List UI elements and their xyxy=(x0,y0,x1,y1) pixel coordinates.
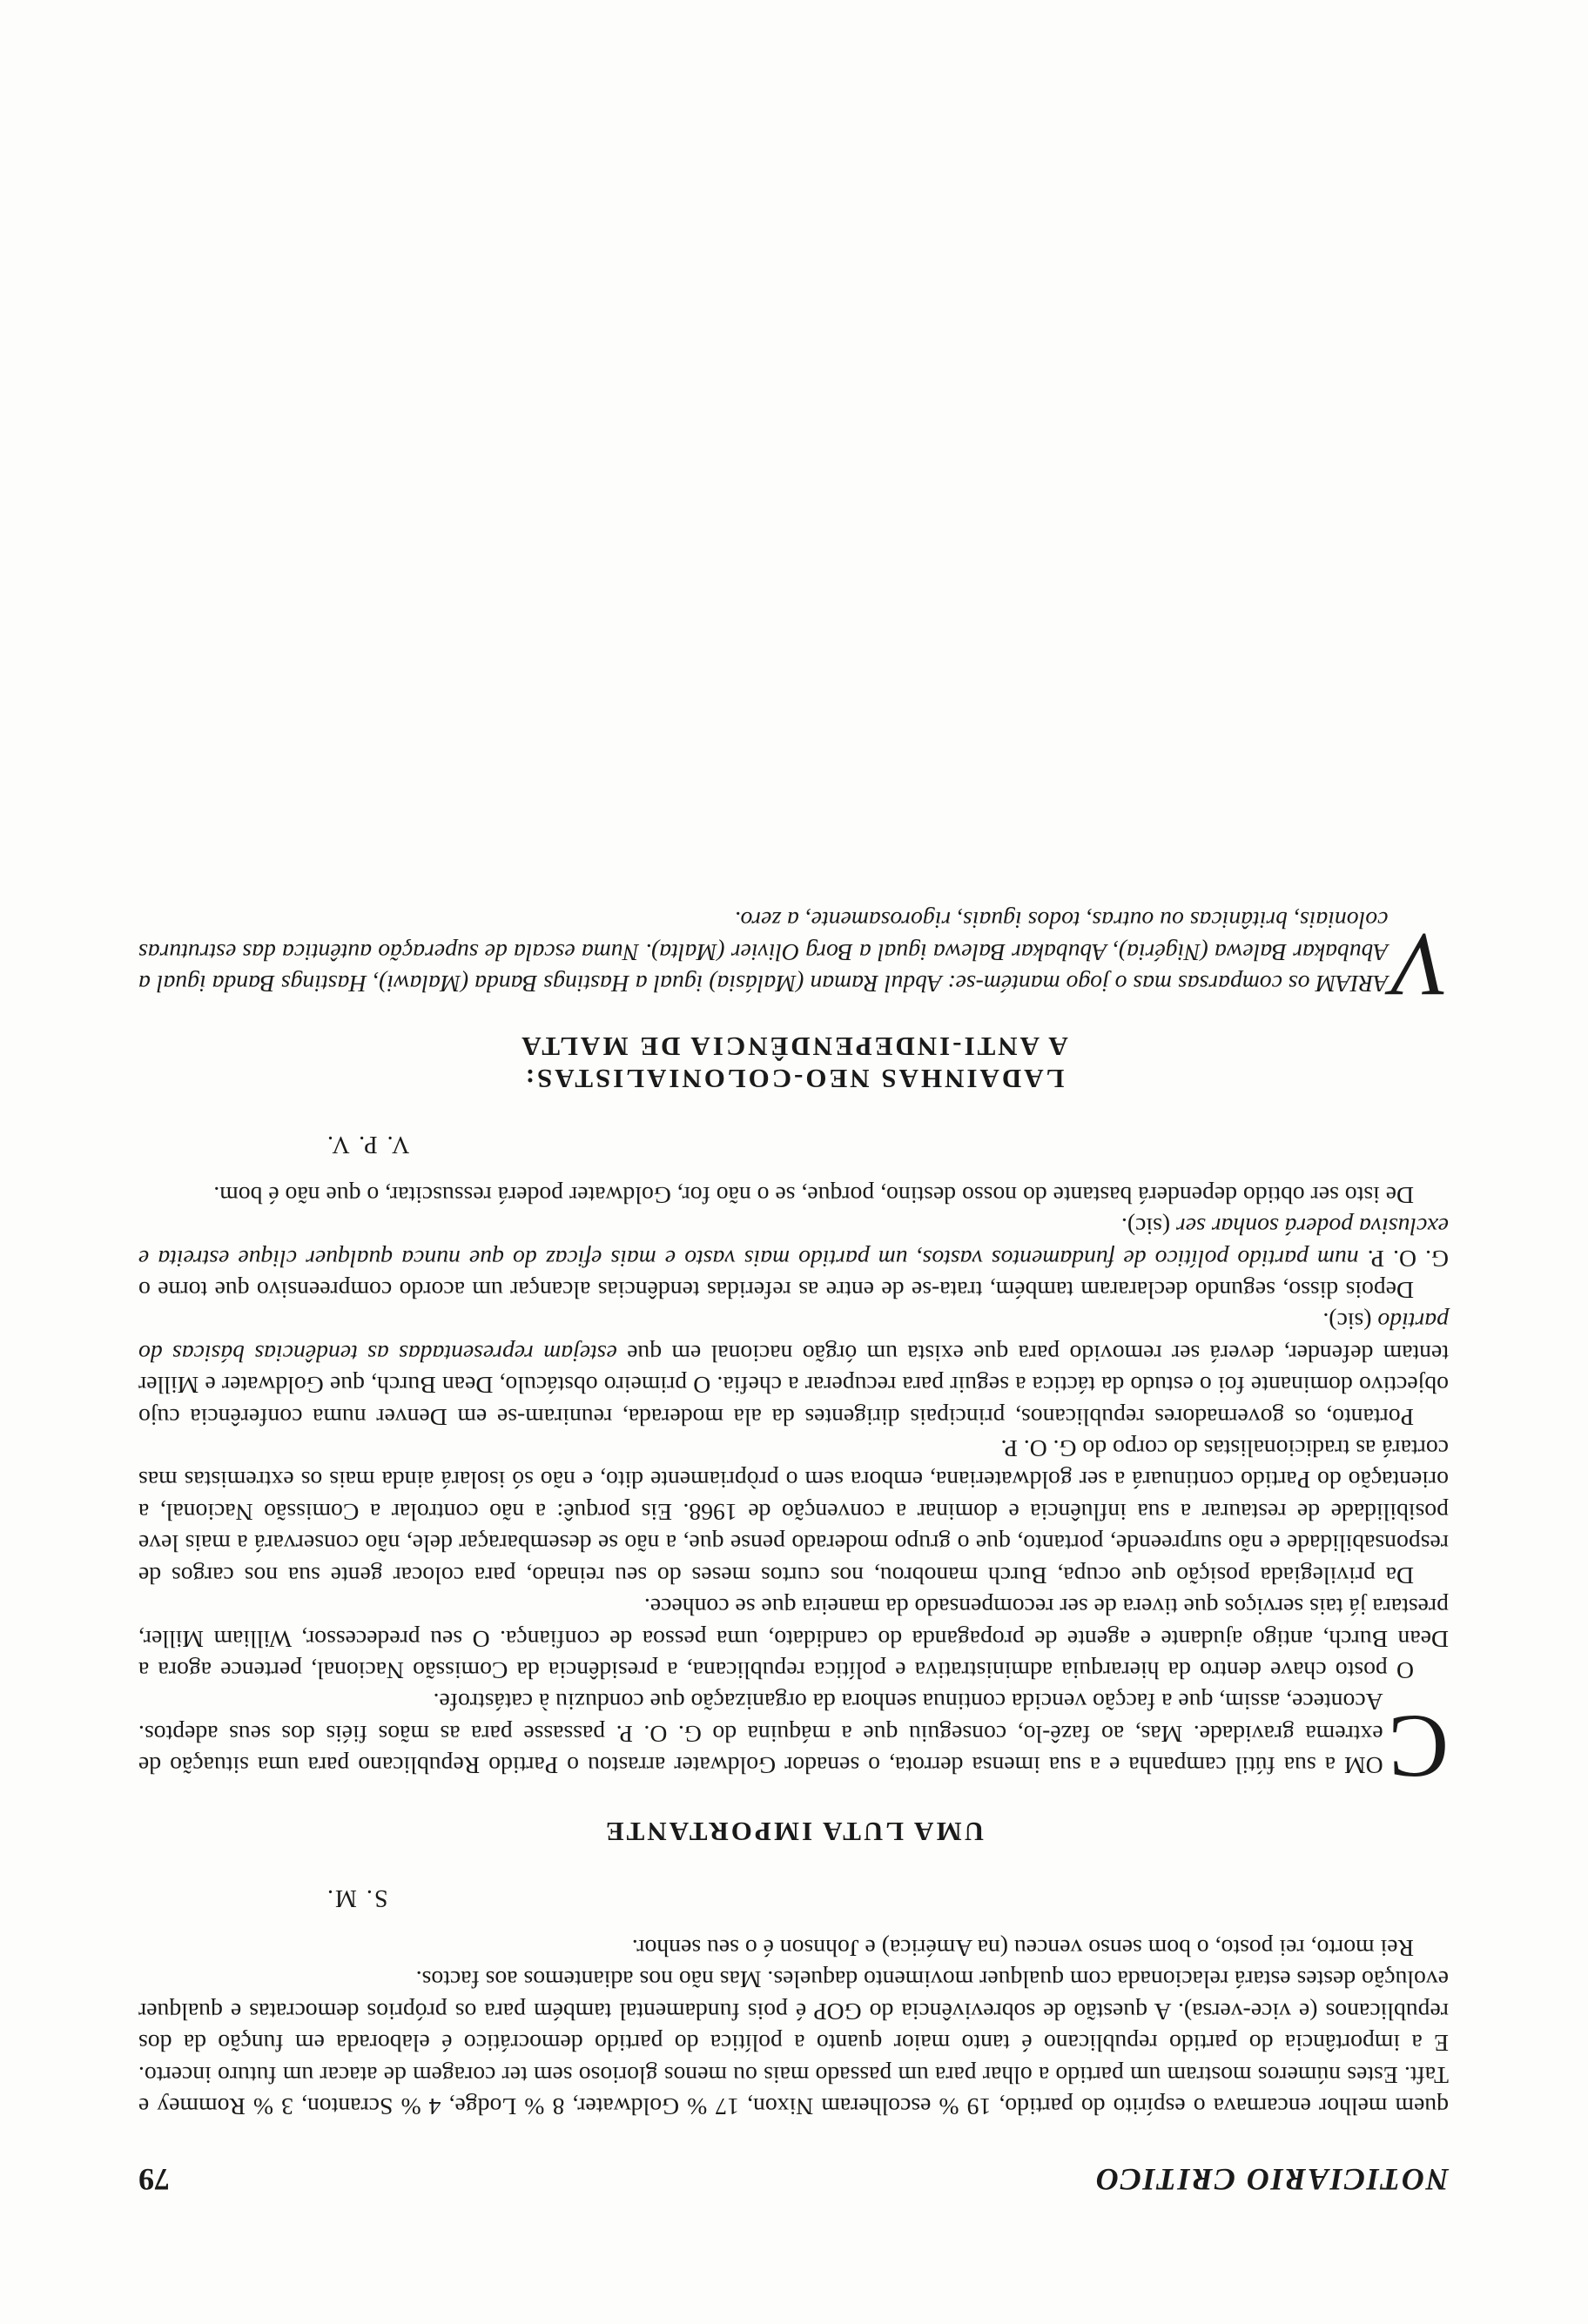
article2-paragraph-4 xyxy=(138,1306,1449,1433)
article1-continuation: quem melhor encarnava o espírito do partido, 19 % escolheram Nixon, 17 % Goldwater, 8 % Lodge, 4 % Scranton, 3 % Rommey e Taft. Estes números mostram um partido a olhar para um passado mais ou menos glorioso sem ter coragem de atacar um futuro incerto. E a importância do partido republicano é tanto maior quanto a política do partido democrático é elaborada em função da dos republicanos (e vice-versa). A questão de sobrevivência do GOP é pois fundamental também para os próprios democratas e qualquer evolução destes estará relacionada com qualquer movimento daqueles. Mas não nos adiantemos aos factos. xyxy=(138,1966,1449,2120)
page-number: 79 xyxy=(138,2162,170,2197)
article1-closing: Rei morto, rei posto, o bom senso venceu (na América) e Johnson é o seu senhor. xyxy=(631,1934,1414,1962)
p4-text-start: Portanto, os governadores republicanos, principais dirigentes da ala moderada, reuniram-se em Denver numa conferência cujo objectivo dominante foi o estudo da táctica a seguir para recuperar a chefia. O primeiro obstáculo, Dean Burch, que Goldwater e Miller tentam defender, deverá ser removido para que exista um órgão nacional em que xyxy=(138,1340,1449,1431)
article2-paragraph-1 xyxy=(138,1686,1449,1797)
dropcap-c: C xyxy=(1388,1696,1449,1797)
p4-text-end: (sic). xyxy=(1322,1308,1378,1336)
running-header xyxy=(138,2159,1449,2198)
article2-signature: V. P. V. xyxy=(326,1131,410,1159)
article2-heading: UMA LUTA IMPORTANTE xyxy=(602,1817,985,1848)
article3-heading-line1: LADAINHAS NEO-COLONIALISTAS: xyxy=(522,1064,1065,1095)
p5-text-end: (sic). xyxy=(1120,1213,1177,1241)
article3-heading-line2: A ANTI-INDEPENDÊNCIA DE MALTA xyxy=(519,1031,1068,1063)
page-content xyxy=(138,904,1449,2198)
article2-paragraph-3: Da privilegiada posição que ocupa, Burch manobrou, nos curtos meses do seu reinado, para colocar gente sua nos cargos de responsabilidade e não surpreende, portanto, que o grupo moderado pense que, a não se desembaraçar dele, não conservará a mais leve posibilidade de restaurar a sua influência e dominar a convenção de 1968. Eis porquê: a não controlar a Comissão Nacional, a orientação do Partido continuará a ser goldwateriana, embora sem o pròpriamente dito, e não só isolará ainda mais os extremistas mas cortará as tradicionalistas do corpo do G. O. P. xyxy=(138,1435,1449,1589)
article3-paragraph xyxy=(138,904,1449,1016)
p5-text-italic: num partido político de fundamentos vastos, um partido mais vasto e mais eficaz do que nunca qualquer clique estreita e exclusiva poderá sonhar ser xyxy=(138,1213,1449,1273)
dropcap-v: V xyxy=(1393,915,1449,1016)
article3-paragraph-text: ARIAM os comparsas mas o jogo mantém-se: Abdul Raman (Malásia) igual a Hastings Banda (Malawi), Hastings Banda igual a Abubakar Balewa (Nigéria), Abubakar Balewa igual a Borg Olivier (Malta). Numa escala de superação autêntica das estruturas coloniais, britânicas ou outras, todos iguais, rigorosamente, a zero. xyxy=(138,907,1389,998)
p4-text-italic: estejam representadas as tendências básicas do partido xyxy=(138,1308,1449,1367)
article1-signature: S. M. xyxy=(326,1884,388,1911)
article2-paragraph-1-text: OM a sua fútil campanha e a sua imensa derrota, o senador Goldwater arrastou o Partido Republicano para uma situação de extrema gravidade. Mas, ao fazê-lo, conseguiu que a máquina do G. O. P. passasse para as mãos fiéis dos seus adeptos. Acontece, assim, que a facção vencida continua senhora da organização que conduziu à catástrofe. xyxy=(138,1689,1383,1780)
article2-paragraph-2: O posto chave dentro da hierarquia administrativa e política republicana, a presidência da Comissão Nacional, pertence agora a Dean Burch, antigo ajudante e agente de propaganda do candidato, uma pessoa de confiança. O seu predecessor, William Miller, prestara já tais serviços que tivera de ser recompensado da maneira que se conhece. xyxy=(138,1594,1449,1684)
article2-paragraph-5 xyxy=(138,1211,1449,1306)
article2-paragraph-6: De isto ser obtido dependerá bastante do nosso destino, porque, se o não for, Goldwater poderá ressuscitar, o que não é bom. xyxy=(213,1181,1414,1209)
running-title: NOTICIARIO CRITICO xyxy=(1093,2162,1449,2197)
p5-text-start: Depois disso, segundo declararam também, trata-se de entre as referidas tendências alcançar um acordo compreensivo que torne o G. O. P. xyxy=(138,1245,1449,1305)
